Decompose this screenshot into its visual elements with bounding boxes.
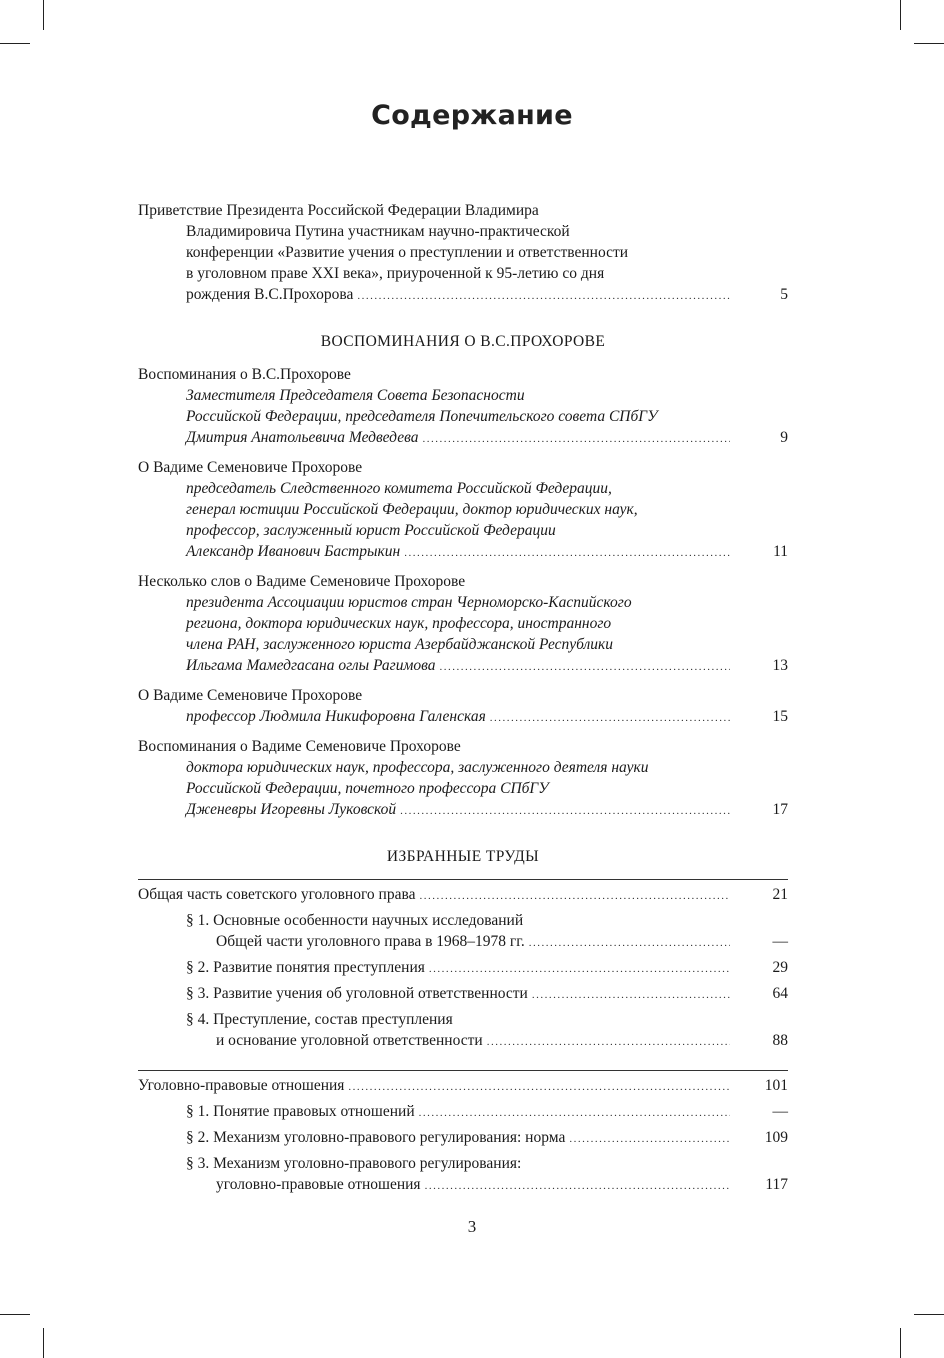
- toc-page-number: 109: [764, 1129, 788, 1146]
- toc-line-text: и основание уголовной ответственности: [216, 1032, 483, 1049]
- toc-subentry[interactable]: [138, 1153, 788, 1197]
- toc-entry-title: Воспоминания о Вадиме Семеновиче Прохорове: [138, 738, 461, 755]
- toc-line: § 1. Основные особенности научных исследований: [186, 912, 524, 929]
- toc-subentry[interactable]: [138, 910, 788, 954]
- toc-entry[interactable]: [138, 1075, 788, 1098]
- toc-line: [138, 284, 788, 307]
- toc-page-number: —: [772, 933, 788, 950]
- leader-dots: [490, 708, 730, 729]
- toc-entry[interactable]: [138, 571, 788, 678]
- toc-page-number: —: [772, 1103, 788, 1120]
- toc-entry[interactable]: [138, 364, 788, 450]
- toc-line: [138, 655, 788, 678]
- toc-entry-title: О Вадиме Семеновиче Прохорове: [138, 687, 363, 704]
- toc-entry[interactable]: [138, 457, 788, 564]
- page-number: 3: [467, 1217, 477, 1236]
- toc-line-text: Александр Иванович Бастрыкин: [186, 543, 401, 560]
- divider: [138, 879, 788, 880]
- toc-line: Приветствие Президента Российской Федерации Владимира: [138, 202, 539, 219]
- toc-line: Заместителя Председателя Совета Безопасности: [186, 387, 525, 404]
- toc-subentry[interactable]: [138, 1127, 788, 1150]
- leader-dots: [419, 1103, 730, 1124]
- toc-line: [138, 427, 788, 450]
- crop-mark: [43, 1328, 44, 1358]
- leader-dots: [400, 801, 730, 822]
- crop-mark: [900, 0, 901, 30]
- toc-line: [138, 799, 788, 822]
- toc-line: председатель Следственного комитета Российской Федерации,: [186, 480, 612, 497]
- toc-line-text: Общая часть советского уголовного права: [138, 886, 416, 903]
- toc-line: § 4. Преступление, состав преступления: [186, 1011, 453, 1028]
- toc-page-number: 11: [773, 543, 788, 560]
- crop-mark: [914, 1314, 944, 1315]
- crop-mark: [914, 43, 944, 44]
- toc-subentry[interactable]: [138, 1101, 788, 1124]
- leader-dots: [487, 1032, 730, 1053]
- toc-page-number: 17: [772, 801, 788, 818]
- toc-entry[interactable]: [138, 685, 788, 729]
- toc-line: президента Ассоциации юристов стран Черноморско-Каспийского: [186, 594, 632, 611]
- toc-line-text: Уголовно-правовые отношения: [138, 1077, 345, 1094]
- toc-line: [138, 957, 788, 980]
- toc-line: Российской Федерации, почетного профессора СПбГУ: [186, 780, 549, 797]
- crop-mark: [0, 43, 30, 44]
- toc-line: генерал юстиции Российской Федерации, доктор юридических наук,: [186, 501, 638, 518]
- leader-dots: [422, 429, 730, 450]
- toc-line: [138, 983, 788, 1006]
- crop-mark: [43, 0, 44, 30]
- toc: [138, 200, 788, 1204]
- toc-line: [138, 706, 788, 729]
- toc-line: региона, доктора юридических наук, профессора, иностранного: [186, 615, 612, 632]
- toc-line: конференции «Развитие учения о преступлении и ответственности: [186, 244, 629, 261]
- leader-dots: [419, 886, 730, 907]
- toc-subentry[interactable]: [138, 957, 788, 980]
- leader-dots: [529, 933, 730, 954]
- toc-line-text: Дженевры Игоревны Луковской: [186, 801, 397, 818]
- leader-dots: [357, 286, 730, 307]
- toc-page-number: 9: [780, 429, 788, 446]
- toc-line: [138, 1030, 788, 1053]
- leader-dots: [348, 1077, 730, 1098]
- leader-dots: [569, 1129, 730, 1150]
- toc-entry[interactable]: [138, 884, 788, 907]
- toc-line-text: Дмитрия Анатольевича Медведева: [186, 429, 419, 446]
- toc-page-number: 64: [772, 985, 788, 1002]
- toc-line: [138, 931, 788, 954]
- toc-entry-title: Воспоминания о В.С.Прохорове: [138, 366, 351, 383]
- toc-entry-title: О Вадиме Семеновиче Прохорове: [138, 459, 363, 476]
- divider: [138, 1070, 788, 1071]
- toc-line-text: § 2. Развитие понятия преступления: [186, 959, 425, 976]
- toc-entry-title: Несколько слов о Вадиме Семеновиче Прохорове: [138, 573, 466, 590]
- toc-line-text: профессор Людмила Никифоровна Галенская: [186, 708, 486, 725]
- toc-entry[interactable]: [138, 736, 788, 822]
- toc-line: члена РАН, заслуженного юриста Азербайджанской Республики: [186, 636, 614, 653]
- toc-line: [138, 1127, 788, 1150]
- leader-dots: [425, 1176, 730, 1197]
- toc-line-text: рождения В.С.Прохорова: [186, 286, 354, 303]
- toc-entry-intro[interactable]: [138, 200, 788, 307]
- toc-page-number: 117: [765, 1176, 788, 1193]
- toc-line: § 3. Механизм уголовно-правового регулирования:: [186, 1155, 522, 1172]
- leader-dots: [429, 959, 730, 980]
- toc-page-number: 21: [772, 886, 788, 903]
- toc-line-text: § 1. Понятие правовых отношений: [186, 1103, 415, 1120]
- toc-page-number: 29: [772, 959, 788, 976]
- toc-page-number: 13: [772, 657, 788, 674]
- toc-subentry[interactable]: [138, 1009, 788, 1053]
- toc-page-number: 101: [764, 1077, 788, 1094]
- toc-subentry[interactable]: [138, 983, 788, 1006]
- toc-line-text: § 3. Развитие учения об уголовной ответственности: [186, 985, 528, 1002]
- crop-mark: [900, 1328, 901, 1358]
- leader-dots: [404, 543, 730, 564]
- toc-line: [138, 1174, 788, 1197]
- toc-line: [138, 541, 788, 564]
- leader-dots: [532, 985, 730, 1006]
- toc-page-number: 5: [780, 286, 788, 303]
- toc-line-text: § 2. Механизм уголовно-правового регулирования: норма: [186, 1129, 566, 1146]
- toc-line: Российской Федерации, председателя Попечительского совета СПбГУ: [186, 408, 658, 425]
- section-heading: ИЗБРАННЫЕ ТРУДЫ: [386, 848, 540, 865]
- toc-line-text: Ильгама Мамедгасана оглы Рагимова: [186, 657, 436, 674]
- toc-line: [138, 884, 788, 907]
- toc-page-number: 15: [772, 708, 788, 725]
- toc-line: Владимировича Путина участникам научно-практической: [186, 223, 570, 240]
- section-heading: ВОСПОМИНАНИЯ О В.С.ПРОХОРОВЕ: [320, 333, 606, 350]
- toc-line: [138, 1101, 788, 1124]
- crop-mark: [0, 1314, 30, 1315]
- toc-line: доктора юридических наук, профессора, заслуженного деятеля науки: [186, 759, 649, 776]
- toc-line-text: уголовно-правовые отношения: [216, 1176, 421, 1193]
- page-title: Содержание: [371, 100, 573, 131]
- toc-line: профессор, заслуженный юрист Российской Федерации: [186, 522, 556, 539]
- toc-line: [138, 1075, 788, 1098]
- leader-dots: [440, 657, 731, 678]
- toc-page-number: 88: [772, 1032, 788, 1049]
- toc-line-text: Общей части уголовного права в 1968–1978 гг.: [216, 933, 525, 950]
- toc-line: в уголовном праве XXI века», приуроченной к 95-летию со дня: [186, 265, 605, 282]
